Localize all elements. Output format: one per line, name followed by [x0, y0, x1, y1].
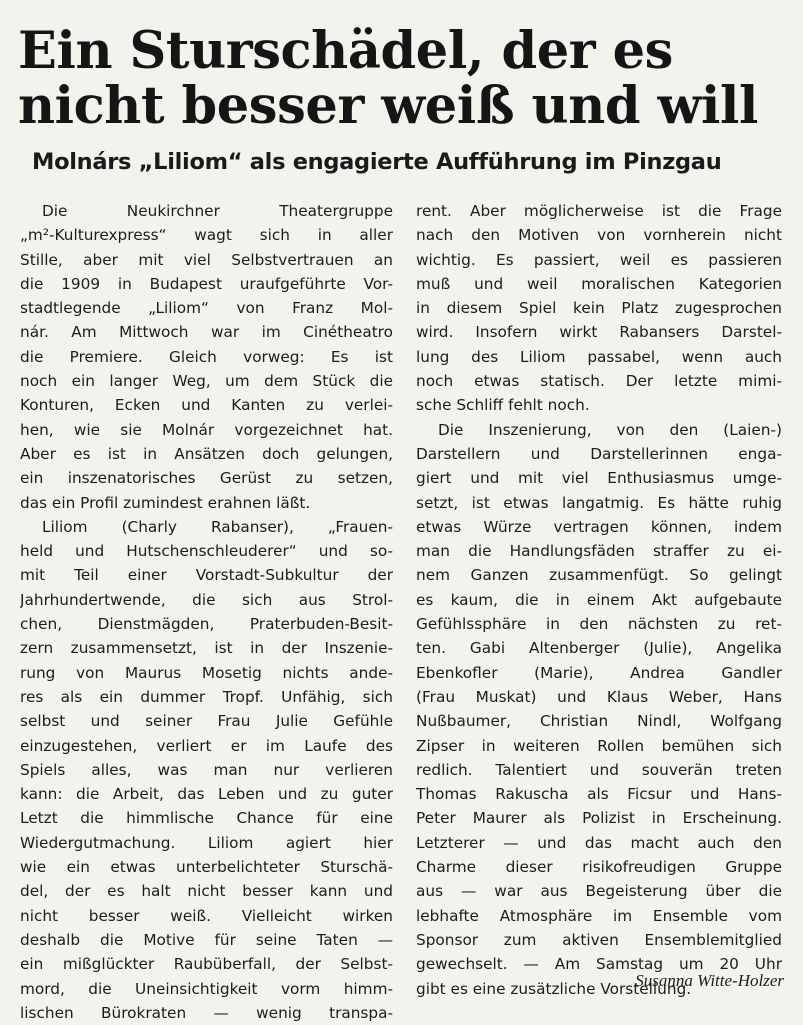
text-line: gewechselt. — Am Samstag um 20 Uhr — [416, 955, 782, 974]
text-line: einzugestehen, verliert er im Laufe des — [20, 736, 393, 755]
text-line: Thomas Rakuscha als Ficsur und Hans- — [416, 785, 782, 804]
text-line: wird. Insofern wirkt Rabansers Darstel- — [416, 323, 782, 342]
headline-line: nicht besser weiß und will — [18, 76, 758, 136]
text-line: Letzterer — und das macht auch den — [416, 833, 782, 852]
text-line: del, der es halt nicht besser kann und — [20, 882, 393, 901]
text-line: Darstellern und Darstellerinnen enga- — [416, 444, 782, 463]
text-line: muß und weil moralischen Kategorien — [416, 274, 782, 293]
text-line: Ebenkofler (Marie), Andrea Gandler — [416, 663, 782, 682]
headline — [18, 21, 798, 136]
text-line: zern zusammensetzt, ist in der Inszenie- — [20, 639, 393, 658]
text-line: kann: die Arbeit, das Leben und zu guter — [20, 785, 393, 804]
text-line: (Frau Muskat) und Klaus Weber, Hans — [416, 687, 782, 706]
text-line: Konturen, Ecken und Kanten zu verlei- — [20, 396, 393, 415]
text-line: chen, Dienstmägden, Praterbuden-Besit- — [20, 615, 393, 634]
text-line: nem Ganzen zusammenfügt. So gelingt — [416, 566, 782, 585]
text-line: nicht besser weiß. Vielleicht wirken — [20, 906, 393, 925]
author-byline: Susanna Witte-Holzer — [635, 971, 784, 990]
text-line: aus — war aus Begeisterung über die — [416, 882, 782, 901]
text-line: Aber es ist in Ansätzen doch gelungen, — [20, 444, 393, 463]
text-line: nár. Am Mittwoch war im Cinétheatro — [20, 323, 393, 342]
text-line: lebhafte Atmosphäre im Ensemble vom — [416, 906, 782, 925]
text-line: Gefühlssphäre in den nächsten zu ret- — [416, 615, 782, 634]
text-line: Stille, aber mit viel Selbstvertrauen an — [20, 250, 393, 269]
text-line: Liliom (Charly Rabanser), „Frauen- — [42, 517, 393, 536]
text-line: Peter Maurer als Polizist in Erscheinung. — [416, 809, 782, 828]
text-line: etwas Würze vertragen können, indem — [416, 517, 782, 536]
text-line: nach den Motiven von vornherein nicht — [416, 226, 782, 245]
text-line: wie ein etwas unterbelichteter Sturschä- — [20, 858, 393, 877]
text-line: Nußbaumer, Christian Nindl, Wolfgang — [416, 712, 782, 731]
text-line: sche Schliff fehlt noch. — [416, 396, 590, 415]
text-line: Letzt die himmlische Chance für eine — [20, 809, 393, 828]
text-line: ein inszenatorisches Gerüst zu setzen, — [20, 469, 393, 488]
text-line: Jahrhundertwende, die sich aus Strol- — [20, 590, 393, 609]
text-line: giert und mit viel Enthusiasmus umge- — [416, 469, 782, 488]
text-line: selbst und seiner Frau Julie Gefühle — [20, 712, 393, 731]
text-line: Charme dieser risikofreudigen Gruppe — [416, 858, 782, 877]
text-line: „m²-Kulturexpress“ wagt sich in aller — [20, 226, 393, 245]
text-line: ein mißglückter Raubüberfall, der Selbst- — [20, 955, 393, 974]
article-column-left — [20, 199, 393, 1025]
text-line: deshalb die Motive für seine Taten — — [20, 930, 393, 949]
text-line: noch etwas statisch. Der letzte mimi- — [416, 372, 782, 391]
text-line: Wiedergutmachung. Liliom agiert hier — [20, 833, 393, 852]
text-line: res als ein dummer Tropf. Unfähig, sich — [20, 687, 393, 706]
text-line: die 1909 in Budapest uraufgeführte Vor- — [20, 274, 393, 293]
text-line: noch ein langer Weg, um dem Stück die — [20, 372, 393, 391]
text-line: man die Handlungsfäden straffer zu ei- — [416, 542, 782, 561]
headline-line: Ein Sturschädel, der es — [18, 21, 673, 81]
subheadline: Molnárs „Liliom“ als engagierte Aufführung im Pinzgau — [32, 149, 722, 175]
text-line: hen, wie sie Molnár vorgezeichnet hat. — [20, 420, 393, 439]
text-line: lung des Liliom passabel, wenn auch — [416, 347, 782, 366]
text-line: wichtig. Es passiert, weil es passieren — [416, 250, 782, 269]
text-line: redlich. Talentiert und souverän treten — [416, 760, 782, 779]
text-line: Die Inszenierung, von den (Laien-) — [438, 420, 782, 439]
text-line: Die Neukirchner Theatergruppe — [42, 202, 393, 220]
text-line: held und Hutschenschleuderer“ und so- — [20, 542, 393, 561]
text-line: die Premiere. Gleich vorweg: Es ist — [20, 347, 393, 366]
article-column-right — [416, 199, 782, 1001]
text-line: setzt, ist etwas langatmig. Es hätte ruhig — [416, 493, 782, 512]
text-line: es kaum, die in einem Akt aufgebaute — [416, 590, 782, 609]
text-line: mit Teil einer Vorstadt-Subkultur der — [20, 566, 393, 585]
text-line: rent. Aber möglicherweise ist die Frage — [416, 202, 782, 220]
text-line: mord, die Uneinsichtigkeit vorm himm- — [20, 979, 393, 998]
text-line: gibt es eine zusätzliche Vorstellung. — [416, 979, 692, 998]
text-line: Spiels alles, was man nur verlieren — [20, 760, 393, 779]
text-line: das ein Profil zumindest erahnen läßt. — [20, 493, 311, 512]
text-line: stadtlegende „Liliom“ von Franz Mol- — [20, 299, 393, 318]
text-line: rung von Maurus Mosetig nichts ande- — [20, 663, 393, 682]
text-line: Zipser in weiteren Rollen bemühen sich — [416, 736, 782, 755]
text-line: Sponsor zum aktiven Ensemblemitglied — [416, 930, 782, 949]
text-line: ten. Gabi Altenberger (Julie), Angelika — [416, 639, 782, 658]
text-line: in diesem Spiel kein Platz zugesprochen — [416, 299, 782, 318]
text-line: lischen Bürokraten — wenig transpa- — [20, 1003, 393, 1022]
